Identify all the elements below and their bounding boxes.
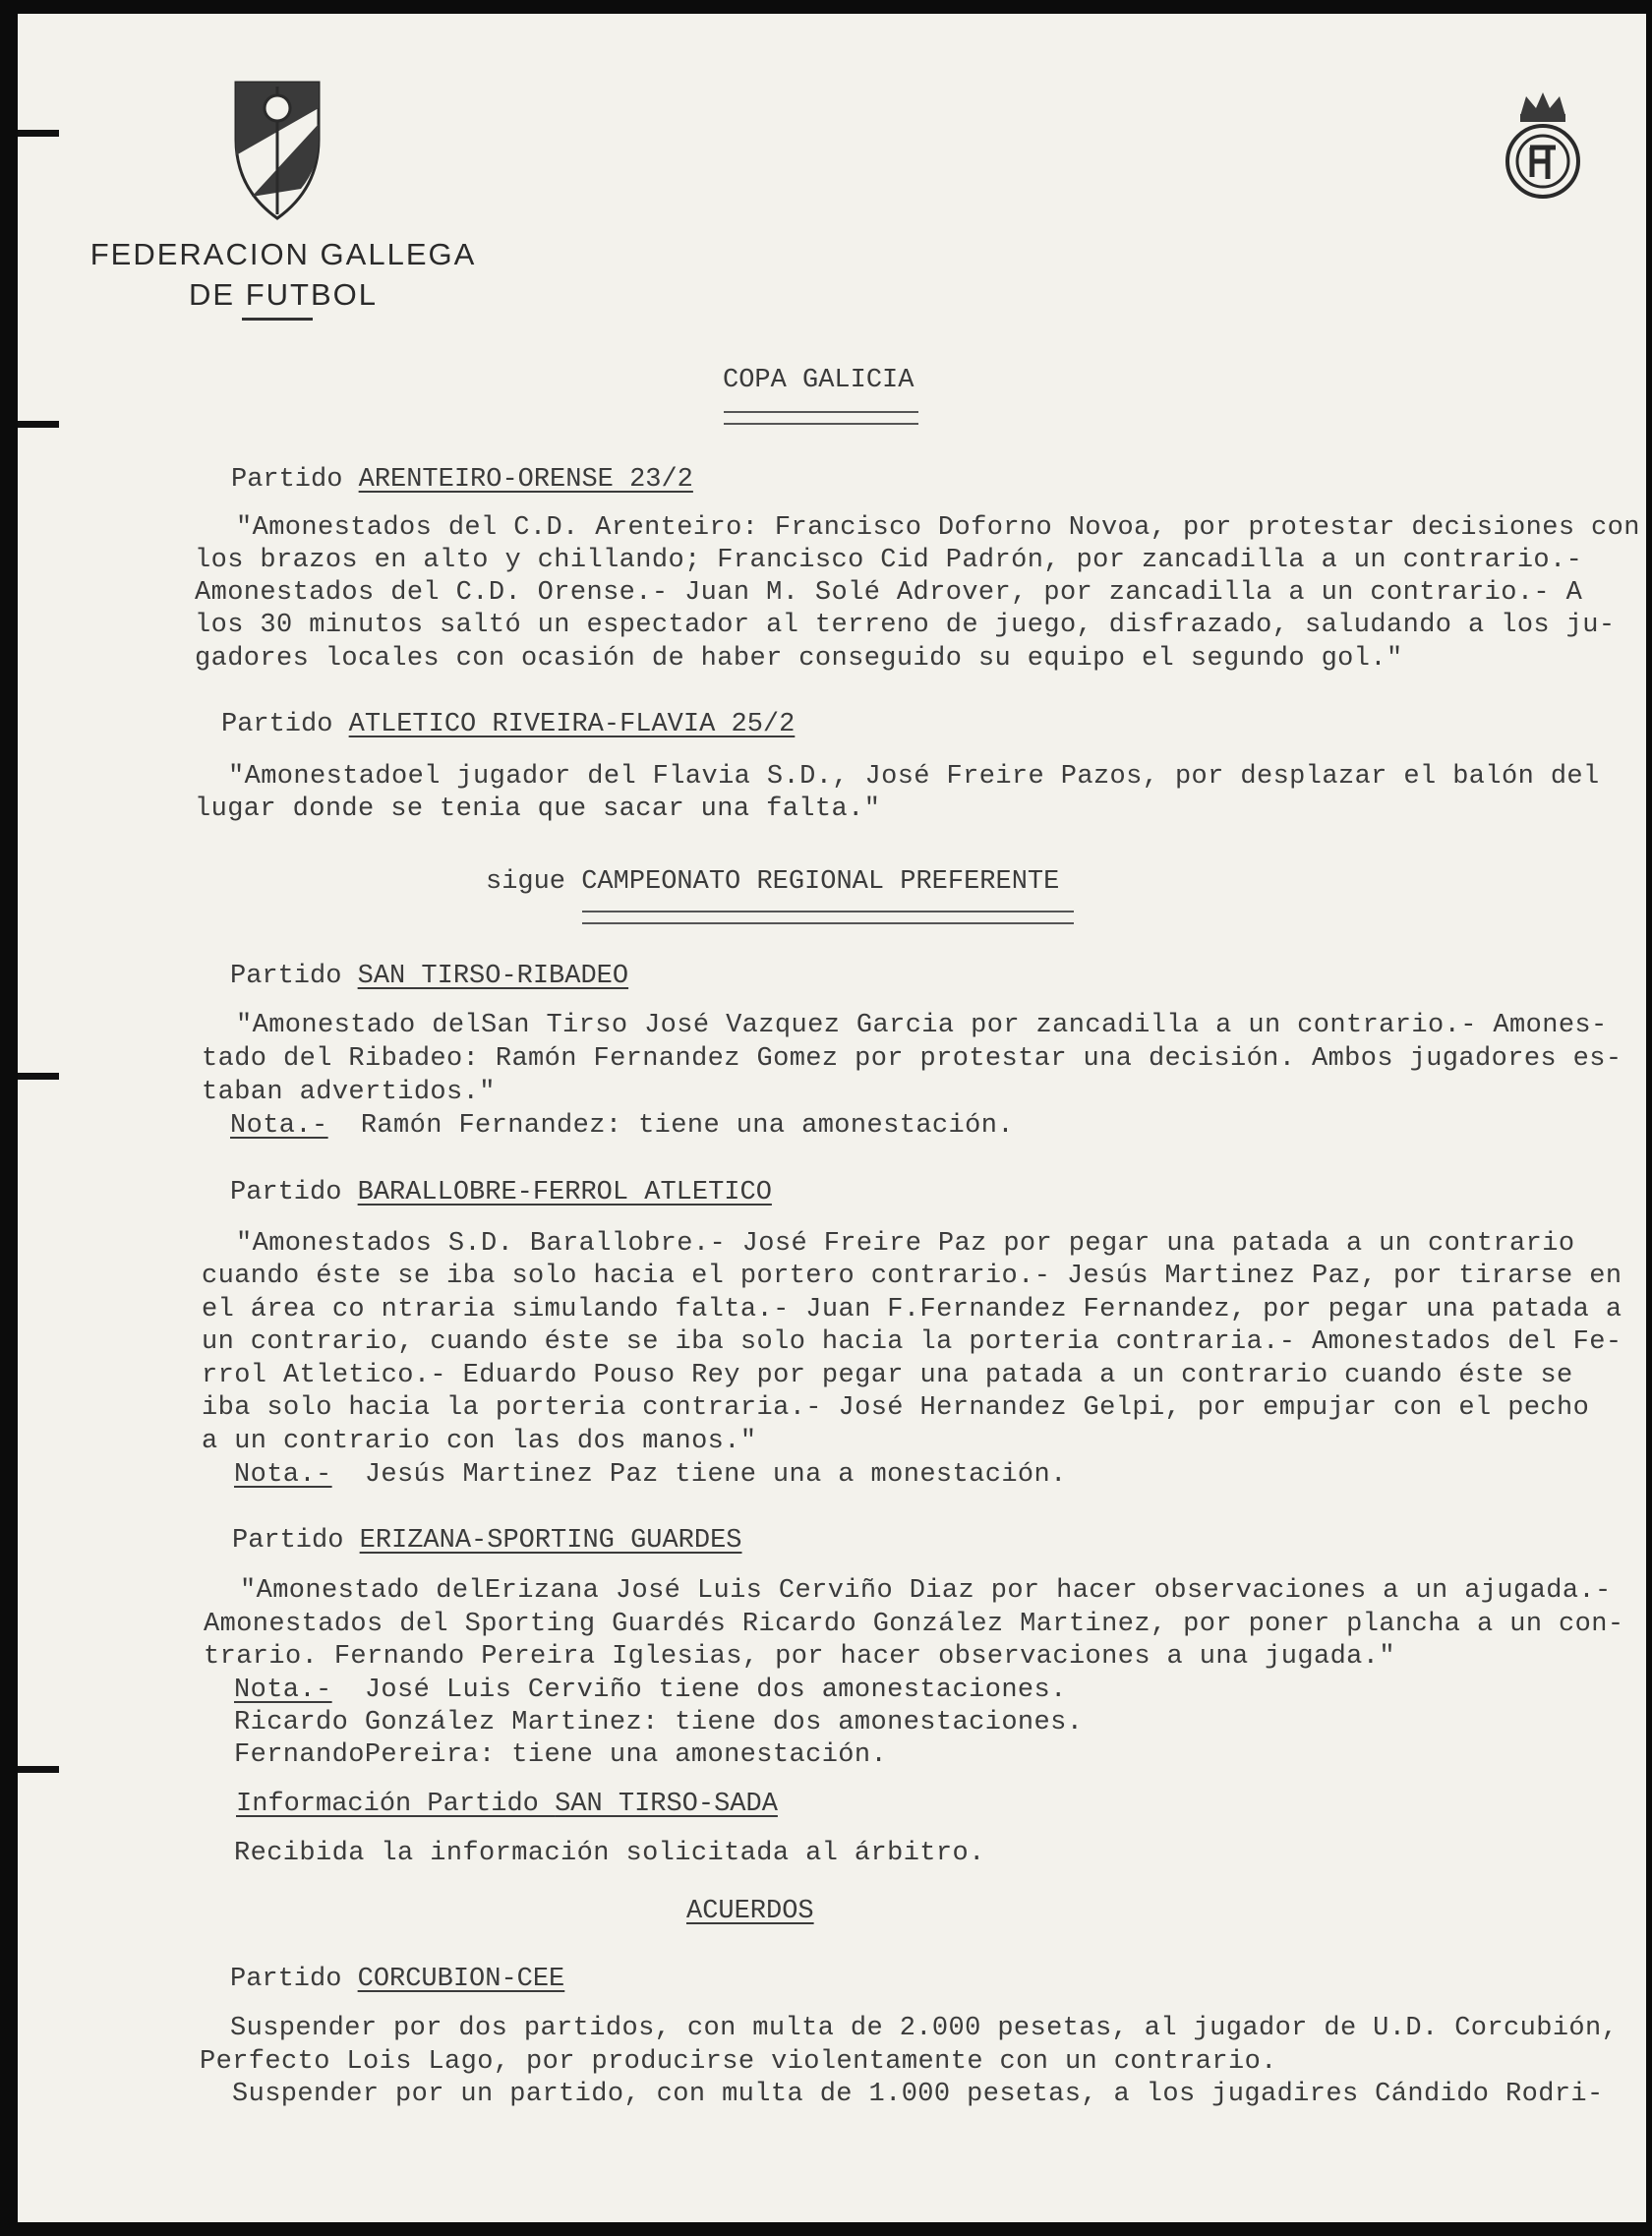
copa-galicia-title: COPA GALICIA xyxy=(723,366,914,395)
paragraph-line: taban advertidos." xyxy=(202,1078,496,1107)
paragraph-line: Amonestados del Sporting Guardés Ricardo González Martinez, por poner plancha a un con- xyxy=(204,1610,1624,1639)
paragraph-line: "Amonestado delErizana José Luis Cerviño Diaz por hacer observaciones a un ajugada.- xyxy=(240,1576,1612,1606)
title-double-rule xyxy=(724,411,918,425)
crown-crest-icon xyxy=(1503,87,1583,201)
org-line-1: FEDERACION GALLEGA xyxy=(89,237,477,271)
letterhead-rule xyxy=(242,318,313,321)
paragraph-line: Amonestados del C.D. Orense.- Juan M. Solé Adrover, por zancadilla a un contrario.- A xyxy=(195,578,1583,608)
match-heading-riveira-flavia: Partido ATLETICO RIVEIRA-FLAVIA 25/2 xyxy=(221,710,796,739)
punch-hole-mark xyxy=(18,1766,59,1773)
regional-double-rule xyxy=(582,911,1074,924)
paragraph-line: Suspender por un partido, con multa de 1.000 pesetas, a los jugadires Cándido Rodri- xyxy=(232,2080,1604,2109)
paragraph-line: "Amonestadoel jugador del Flavia S.D., José Freire Pazos, por desplazar el balón del xyxy=(228,762,1600,792)
paragraph-line: gadores locales con ocasión de haber conseguido su equipo el segundo gol." xyxy=(195,644,1403,674)
paragraph-line: "Amonestados del C.D. Arenteiro: Francisco Doforno Novoa, por protestar decisiones con xyxy=(236,513,1640,543)
acuerdos-title: ACUERDOS xyxy=(686,1897,814,1926)
paragraph-line: "Amonestados S.D. Barallobre.- José Freire Paz por pegar una patada a un contrario xyxy=(236,1229,1575,1259)
match-heading-erizana-sporting: Partido ERIZANA-SPORTING GUARDES xyxy=(232,1526,742,1556)
nota-line: Ricardo González Martinez: tiene dos amonestaciones. xyxy=(234,1708,1084,1737)
info-heading-san-tirso-sada: Información Partido SAN TIRSO-SADA xyxy=(236,1790,778,1819)
paragraph-line: Perfecto Lois Lago, por producirse violentamente con un contrario. xyxy=(200,2047,1277,2077)
paragraph-line: un contrario, cuando éste se iba solo hacia la porteria contraria.- Amonestados del Fe- xyxy=(202,1327,1622,1357)
paragraph-line: rrol Atletico.- Eduardo Pouso Rey por pegar una patada a un contrario cuando éste se xyxy=(202,1361,1573,1390)
match-heading-barallobre-ferrol: Partido BARALLOBRE-FERROL ATLETICO xyxy=(230,1178,772,1207)
paragraph-line: lugar donde se tenia que sacar una falta." xyxy=(195,794,881,824)
paragraph-line: tado del Ribadeo: Ramón Fernandez Gomez por protestar una decisión. Ambos jugadores es- xyxy=(202,1044,1622,1074)
paragraph-line: "Amonestado delSan Tirso José Vazquez Garcia por zancadilla a un contrario.- Amones- xyxy=(236,1011,1608,1040)
paragraph-line: Recibida la información solicitada al árbitro. xyxy=(234,1839,985,1868)
paragraph-line: los 30 minutos saltó un espectador al terreno de juego, disfrazado, saludando a los ju- xyxy=(195,611,1616,640)
match-heading-arenteiro-orense: Partido ARENTEIRO-ORENSE 23/2 xyxy=(231,465,693,495)
paragraph-line: iba solo hacia la porteria contraria.- José Hernandez Gelpi, por empujar con el pecho xyxy=(202,1393,1590,1423)
paragraph-line: trario. Fernando Pereira Iglesias, por hacer observaciones a una jugada." xyxy=(204,1642,1395,1672)
paragraph-line: los brazos en alto y chillando; Francisco Cid Padrón, por zancadilla a un contrario.- xyxy=(195,546,1583,575)
regional-heading: sigue CAMPEONATO REGIONAL PREFERENTE xyxy=(486,867,1060,897)
nota-line: Nota.- José Luis Cerviño tiene dos amonestaciones. xyxy=(234,1676,1067,1705)
match-heading-corcubion-cee: Partido CORCUBION-CEE xyxy=(230,1965,565,1994)
punch-hole-mark xyxy=(18,421,59,428)
paragraph-line: el área co ntraria simulando falta.- Juan F.Fernandez Fernandez, por pegar una patada a xyxy=(202,1295,1622,1324)
nota-line: FernandoPereira: tiene una amonestación. xyxy=(234,1740,888,1770)
paragraph-line: cuando éste se iba solo hacia el portero contrario.- Jesús Martinez Paz, por tirarse en xyxy=(202,1262,1622,1291)
paragraph-line: a un contrario con las dos manos." xyxy=(202,1427,757,1456)
org-line-2: DE FUTBOL xyxy=(189,277,378,312)
paragraph-line: Suspender por dos partidos, con multa de 2.000 pesetas, al jugador de U.D. Corcubión, xyxy=(230,2014,1619,2043)
federation-name xyxy=(87,234,480,315)
punch-hole-mark xyxy=(18,130,59,137)
punch-hole-mark xyxy=(18,1073,59,1080)
nota-line: Nota.- Ramón Fernandez: tiene una amonestación. xyxy=(230,1111,1014,1141)
shield-logo-icon xyxy=(232,79,323,222)
nota-line: Nota.- Jesús Martinez Paz tiene una a monestación. xyxy=(234,1460,1067,1490)
match-heading-san-tirso-ribadeo: Partido SAN TIRSO-RIBADEO xyxy=(230,962,629,991)
